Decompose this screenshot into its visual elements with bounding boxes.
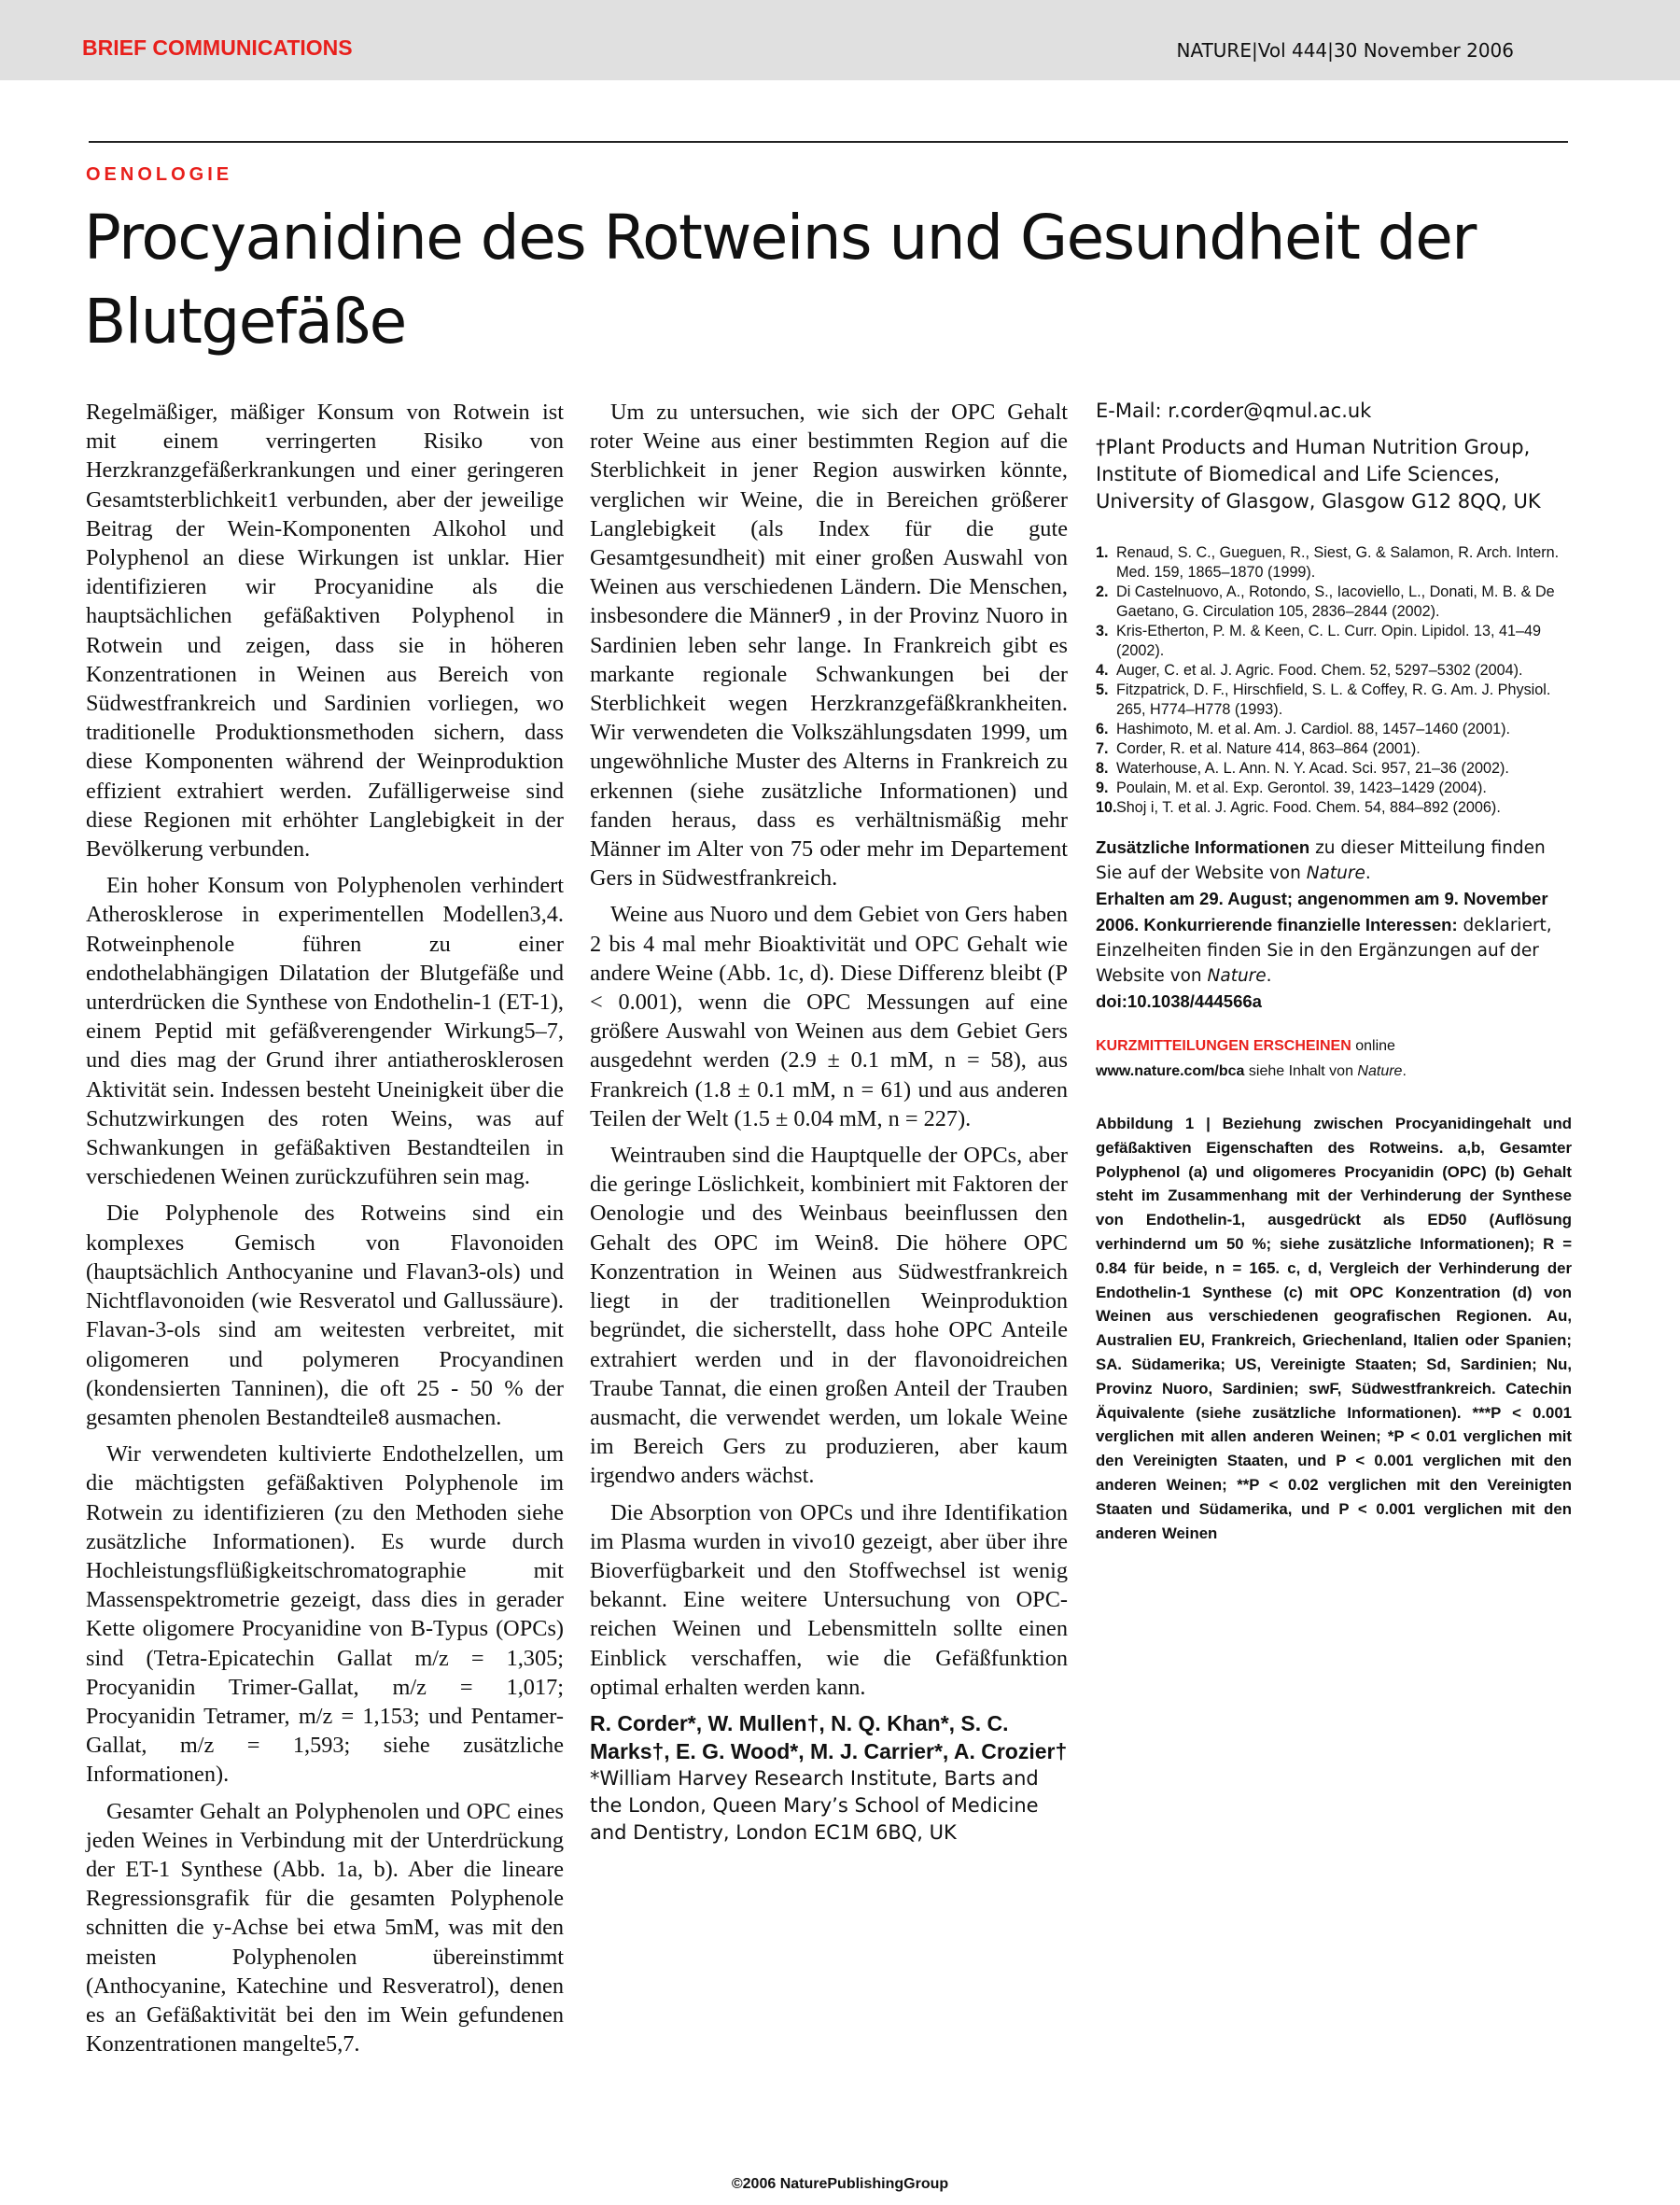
reference-item: 10.Shoj i, T. et al. J. Agric. Food. Chem. 54, 884–892 (2006). [1096, 799, 1501, 816]
supplementary-lead: Zusätzliche Informationen [1096, 837, 1310, 857]
column-3 [1096, 398, 1572, 1545]
doi[interactable]: doi:10.1038/444566a [1096, 991, 1262, 1011]
reference-list [1096, 543, 1572, 818]
reference-item: 1. Renaud, S. C., Gueguen, R., Siest, G. & Salamon, R. Arch. Intern. Med. 159, 1865–1870 (1999). [1096, 544, 1560, 581]
article-kicker: OENOLOGIE [86, 164, 233, 185]
journal-info: NATURE|Vol 444|30 November 2006 [1176, 39, 1514, 62]
column-1 [86, 398, 564, 2058]
body-paragraph: Wir verwendeten kultivierte Endothelzellen, um die mächtigsten gefäßaktiven Polyphenole im Rotwein zu identifizieren (zu den Methoden siehe zusätzliche Informationen). Es wurde durch Hochleistungsflüßigkeitschromatographie mit Massenspektrometrie gezeigt, dass dies in gerader Kette oligomere Procyanidine von B-Typus (OPCs) sind (Tetra-Epicatechin Gallat m/z = 1,305; Procyanidin Trimer-Gallat, m/z = 1,017; Procyanidin Tetramer, m/z = 1,153; und Pentamer-Gallat, m/z = 1,593; siehe zusätzliche Informationen). [86, 1441, 564, 1788]
body-paragraph: Weintrauben sind die Hauptquelle der OPCs, aber die geringe Löslichkeit, kombiniert mit Faktoren der Oenologie und des Weinbaus beeinflussen den Gehalt des OPC im Wein8. Die höhere OPC Konzentration in Weinen aus Südwestfrankreich liegt in der traditionellen Weinproduktion begründet, die sicherstellt, dass hohe OPC Anteile extrahiert werden und in der flavonoidreichen Traube Tannat, die einen großen Anteil der Trauben ausmacht, die verwendet werden, um lokale Weine im Bereich Gers zu produzieren, aber kaum irgendwo anders wächst. [590, 1143, 1068, 1489]
email-line[interactable]: E-Mail: r.corder@qmul.ac.uk [1096, 400, 1372, 422]
reference-item: 4. Auger, C. et al. J. Agric. Food. Chem. 52, 5297–5302 (2004). [1096, 662, 1523, 679]
body-paragraph: Ein hoher Konsum von Polyphenolen verhindert Atherosklerose in experimentellen Modellen3,4. Rotweinphenole führen zu einer endothelabhängigen Dilatation der Blutgefäße und unterdrücken die Synthese von Endothelin-1 (ET-1), einem Peptid mit gefäßverengender Wirkung5–7, und dies mag der Grund ihrer antiatherosklerosen Aktivität sein. Indessen besteht Uneinigkeit über die Schutzwirkungen des roten Weins, was auf Schwankungen in gefäßaktiven Bestandteilen in verschiedenen Weinen zurückzuführen sein mag. [86, 873, 564, 1190]
online-url[interactable]: www.nature.com/bca [1096, 1063, 1245, 1079]
header-rule [89, 141, 1568, 143]
author-list: R. Corder*, W. Mullen†, N. Q. Khan*, S. C. Marks†, E. G. Wood*, M. J. Carrier*, A. Crozier† [590, 1710, 1068, 1763]
reference-item: 9. Poulain, M. et al. Exp. Gerontol. 39, 1423–1429 (2004). [1096, 779, 1487, 796]
reference-item: 2. Di Castelnuovo, A., Rotondo, S., Iacoviello, L., Donati, M. B. & De Gaetano, G. Circulation 105, 2836–2844 (2002). [1096, 583, 1555, 620]
reference-item: 7. Corder, R. et al. Nature 414, 863–864 (2001). [1096, 740, 1421, 757]
affiliation-2: †Plant Products and Human Nutrition Group, Institute of Biomedical and Life Sciences, University of Glasgow, Glasgow G12 8QQ, UK [1096, 436, 1541, 513]
body-paragraph: Um zu untersuchen, wie sich der OPC Gehalt roter Weine aus einer bestimmten Region auf die Sterblichkeit in jener Region auswirken könnte, verglichen wir Weine, die in Bereichen größerer Langlebigkeit (als Index für die gute Gesamtgesundheit) mit einer großen Auswahl von Weinen aus verschiedenen Ländern. Die Menschen, insbesondere die Männer9 , in der Provinz Nuoro in Sardinien leben sehr lange. In Frankreich gibt es markante regionale Schwankungen bei der Sterblichkeit wegen Herzkranzgefäßkrankheiten. Wir verwendeten die Volkszählungsdaten 1999, um ungewöhnliche Muster des Alterns in Frankreich zu erkennen (siehe zusätzliche Informationen) und fanden heraus, dass es verhältnismäßig mehr Männer im Alter von 75 oder mehr im Departement Gers in Südwestfrankreich. [590, 400, 1068, 892]
body-paragraph: Gesamter Gehalt an Polyphenolen und OPC eines jeden Weines in Verbindung mit der Unterdrückung der ET-1 Synthese (Abb. 1a, b). Aber die lineare Regressionsgrafik für die gesamten Polyphenole schnitten die y-Achse bei etwa 5mM, was mit den meisten Polyphenolen übereinstimmt (Anthocyanine, Katechine und Resveratrol), denen es an Gefäßaktivität bei den im Wein gefundenen Konzentrationen mangelte5,7. [86, 1798, 564, 2058]
reference-item: 5. Fitzpatrick, D. F., Hirschfield, S. L. & Coffey, R. G. Am. J. Physiol. 265, H774–H778 (1993). [1096, 681, 1551, 718]
affiliation-1: *William Harvey Research Institute, Barts and the London, Queen Mary’s School of Medicine and Dentistry, London EC1M 6BQ, UK [590, 1766, 1039, 1844]
body-paragraph: Regelmäßiger, mäßiger Konsum von Rotwein ist mit einem verringerten Risiko von Herzkranzgefäßerkrankungen und einer geringeren Gesamtsterblichkeit1 verbunden, aber der jeweilige Beitrag der Wein-Komponenten Alkohol und Polyphenol an diese Wirkungen ist unklar. Hier identifizieren wir Procyanidine als die hauptsächlichen gefäßaktiven Polyphenol in Rotwein und zeigen, dass sie in höheren Konzentrationen in Weinen aus Bereich von Südwestfrankreich und Sardinien vorliegen, wo traditionelle Produktionsmethoden sichern, dass diese Komponenten während der Weinproduktion effizient extrahiert werden. Zufälligerweise sind diese Regionen mit erhöhter Langlebigkeit in der Bevölkerung verbunden. [86, 400, 564, 863]
online-label: KURZMITTEILUNGEN ERSCHEINEN [1096, 1038, 1351, 1054]
figure-caption: Abbildung 1 | Beziehung zwischen Procyanidingehalt und gefäßaktiven Eigenschaften des Rotweins. a,b, Gesamter Polyphenol (a) und oligomeres Procyanidin (OPC) (b) Gehalt steht im Zusammenhang mit der Verhinderung der Synthese von Endothelin-1, ausgedrückt als ED50 (Auflösung verhindernd um 50 %; siehe zusätzliche Informationen); R = 0.84 für beide, n = 165. c, d, Vergleich der Verhinderung der Endothelin-1 Synthese (c) mit OPC Konzentration (d) von Weinen aus verschiedenen geografischen Regionen. Au, Australien EU, Frankreich, Griechenland, Italien oder Spanien; SA. Südamerika; US, Vereinigte Staaten; Sd, Sardinien; Nu, Provinz Nuoro, Sardinien; swF, Südwestfrankreich. Catechin Äquivalente (siehe zusätzliche Informationen). ***P < 0.001 verglichen mit allen anderen Weinen; *P < 0.01 verglichen mit den Vereinigten Staaten, und P < 0.001 verglichen mit den anderen Weinen; **P < 0.02 verglichen mit den Vereinigten Staaten und Südamerika, und P < 0.001 verglichen mit den anderen Weinen [1096, 1115, 1572, 1542]
section-label: BRIEF COMMUNICATIONS [82, 35, 353, 60]
body-paragraph: Die Absorption von OPCs und ihre Identifikation im Plasma wurden in vivo10 gezeigt, aber über ihre Bioverfügbarkeit und den Stoffwechsel ist wenig bekannt. Eine weitere Untersuchung von OPC-reichen Weinen und Lebensmitteln sollte einen Einblick verschaffen, wie die Gefäßfunktion optimal erhalten werden kann. [590, 1499, 1068, 1700]
online-notice: KURZMITTEILUNGEN ERSCHEINEN online www.nature.com/bca siehe Inhalt von Nature. [1096, 1038, 1407, 1079]
reference-item: 8. Waterhouse, A. L. Ann. N. Y. Acad. Sci. 957, 21–36 (2002). [1096, 760, 1509, 777]
body-paragraph: Weine aus Nuoro und dem Gebiet von Gers haben 2 bis 4 mal mehr Bioaktivität und OPC Gehalt wie andere Weine (Abb. 1c, d). Diese Differenz bleibt (P < 0.001), wenn die OPC Messungen auf eine größere Auswahl von Weinen aus dem Gebiet Gers ausgedehnt werden (2.9 ± 0.1 mM, n = 58), aus Frankreich (1.8 ± 0.1 mM, n = 61) und aus anderen Teilen der Welt (1.5 ± 0.04 mM, n = 227). [590, 902, 1068, 1131]
column-2 [590, 398, 1068, 1847]
reference-item: 3. Kris-Etherton, P. M. & Keen, C. L. Curr. Opin. Lipidol. 13, 41–49 (2002). [1096, 623, 1541, 659]
supplementary-info: Zusätzliche Informationen zu dieser Mitteilung finden Sie auf der Website von Nature. Erhalten am 29. August; angenommen am 9. November 2006. Konkurrierende finanzielle Interessen: deklariert, Einzelheiten finden Sie in den Ergänzungen auf der Website von Nature. doi:10.1038/444566a [1096, 837, 1552, 1011]
footer-copyright: ©2006 NaturePublishingGroup [731, 2176, 949, 2192]
received-dates: Erhalten am 29. August; angenommen am 9. November 2006. Konkurrierende finanzielle Interessen: [1096, 889, 1548, 934]
article-title: Procyanidine des Rotweins und Gesundheit der Blutgefäße [84, 202, 1476, 358]
reference-item: 6. Hashimoto, M. et al. Am. J. Cardiol. 88, 1457–1460 (2001). [1096, 721, 1510, 737]
body-paragraph: Die Polyphenole des Rotweins sind ein komplexes Gemisch von Flavonoiden (hauptsächlich Anthocyanine und Flavan3-ols) und Nichtflavonoiden (wie Resveratol und Gallussäure). Flavan-3-ols sind am weitesten verbreitet, mit oligomeren und polymeren Procyandinen (kondensierten Tanninen), die oft 25 - 50 % der gesamten phenolen Bestandteile8 ausmachen. [86, 1201, 564, 1430]
